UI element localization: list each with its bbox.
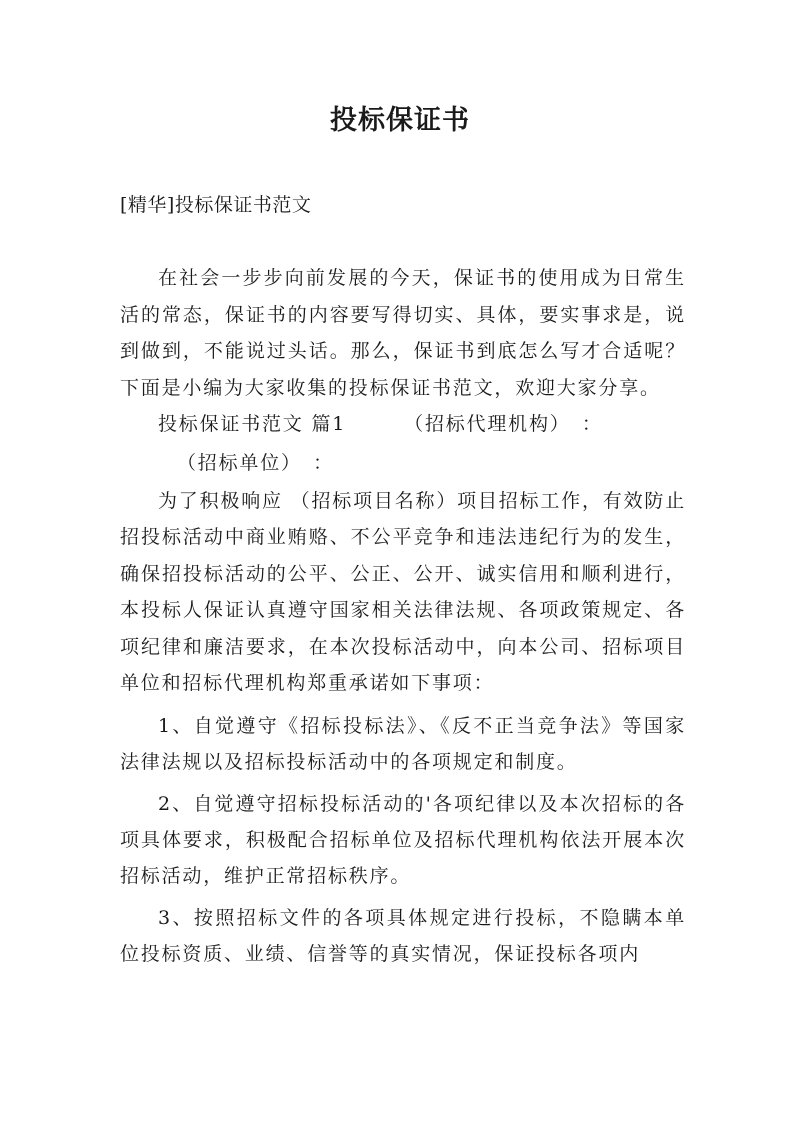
subtitle: [精华]投标保证书范文 (120, 194, 312, 216)
main-paragraph: 为了积极响应 （招标项目名称）项目招标工作，有效防止招投标活动中商业贿赂、不公平竞争和违法违纪行为的发生，确保招投标活动的公平、公正、公开、诚实信用和顺利进行，本投标人保证认真遵守国家相关法律法规、各项政策规定、各项纪律和廉洁要求，在本次投标活动中，向本公司、招标项目单位和招标代理机构郑重承诺如下事项： (120, 489, 686, 694)
document-body (120, 260, 686, 972)
page-title: 投标保证书 (330, 105, 470, 136)
intro-paragraph: 在社会一步步向前发展的今天，保证书的使用成为日常生活的常态，保证书的内容要写得切实、具体，要实事求是，说到做到，不能说过头话。那么，保证书到底怎么写才合适呢？下面是小编为大家收集的投标保证书范文，欢迎大家分享。 (120, 267, 686, 399)
list-item: 1、自觉遵守《招标投标法》、《反不正当竞争法》等国家法律法规以及招标投标活动中的各项规定和制度。 (120, 714, 686, 773)
section-heading-line (120, 406, 686, 443)
recipient-line: （招标代理机构） ： (404, 413, 603, 435)
section-heading: 投标保证书范文 篇1 (158, 413, 347, 435)
list-item: 3、按照招标文件的各项具体规定进行投标，不隐瞒本单位投标资质、业绩、信誉等的真实情况，保证投标各项内 (120, 906, 686, 965)
list-item: 2、自觉遵守招标投标活动的'各项纪律以及本次招标的各项具体要求，积极配合招标单位及招标代理机构依法开展本次招标活动，维护正常招标秩序。 (120, 792, 686, 887)
unit-line: （招标单位） ： (177, 451, 334, 474)
